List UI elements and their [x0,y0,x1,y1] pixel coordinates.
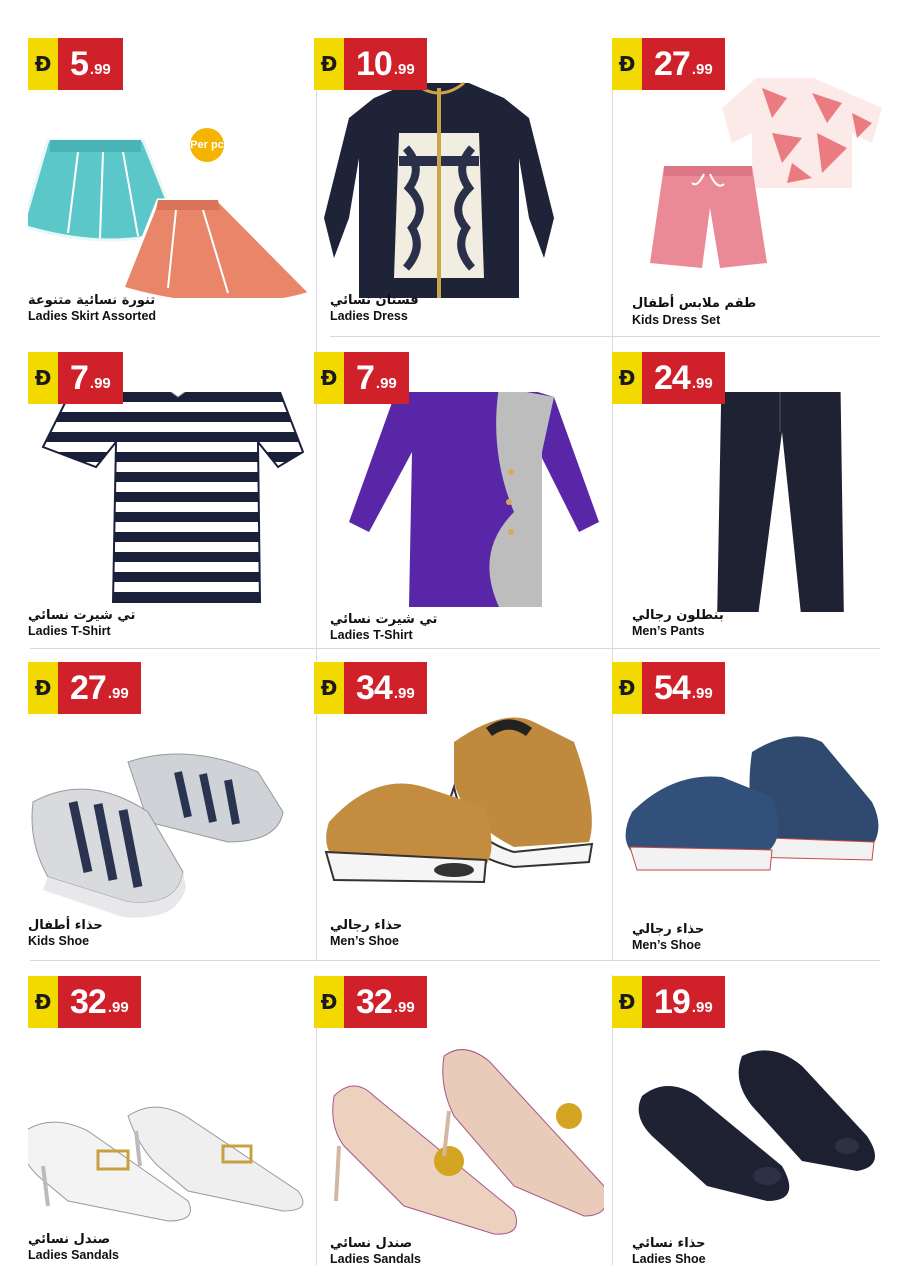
price-tag [314,352,409,404]
ladies-sandals-beige-image [314,1016,604,1236]
price-tag [612,38,725,90]
product-name-arabic: حذاء نسائي [632,1236,706,1251]
price [642,38,725,90]
currency-symbol: Đ [314,662,344,714]
price-tag [28,38,123,90]
kids-dress-set-image [612,78,902,298]
product-card[interactable] [314,352,604,652]
price-decimal: .99 [89,60,111,78]
product-card[interactable] [28,662,318,962]
price-decimal: .99 [89,374,111,392]
price-decimal: .99 [393,60,415,78]
price-tag [612,662,725,714]
price-integer: 27 [70,668,106,707]
product-name-arabic: حذاء رجالي [330,918,403,933]
price-integer: 24 [654,358,690,397]
price [642,976,725,1028]
product-name-arabic: طقم ملابس أطفال [632,296,757,311]
product-name-english: Ladies Shoe [632,1252,706,1266]
price-decimal: .99 [691,684,713,702]
currency-symbol: Đ [28,38,58,90]
product-card[interactable] [28,352,318,652]
product-name-arabic: تي شيرت نسائي [28,608,136,623]
product-name-arabic: فستان نسائي [330,293,419,308]
price-integer: 54 [654,668,690,707]
price-integer: 32 [70,982,106,1021]
product-name-english: Men’s Shoe [330,934,399,948]
price-decimal: .99 [393,684,415,702]
price [58,662,141,714]
price-decimal: .99 [107,684,129,702]
product-name-arabic: صندل نسائي [28,1232,111,1247]
price-tag [28,976,141,1028]
dress-image [314,78,604,298]
price-decimal: .99 [691,374,713,392]
product-name-arabic: صندل نسائي [330,1236,413,1251]
currency-symbol: Đ [28,662,58,714]
product-name-english: Men’s Shoe [632,938,701,952]
product-name-english: Kids Dress Set [632,313,721,327]
ladies-shoe-black-image [612,1016,902,1236]
product-name-english: Ladies Dress [330,309,408,323]
price [344,352,409,404]
product-name-arabic: حذاء رجالي [632,922,705,937]
product-name-english: Ladies Skirt Assorted [28,309,157,323]
price-decimal: .99 [393,998,415,1016]
price-tag [314,38,427,90]
price-decimal: .99 [691,998,713,1016]
currency-symbol: Đ [314,976,344,1028]
price-integer: 34 [356,668,392,707]
mens-shoe-tan-image [314,702,604,922]
price-integer: 7 [70,358,88,397]
price [344,38,427,90]
purple-tshirt-image [314,392,604,612]
product-card[interactable] [314,976,604,1276]
price-tag [612,976,725,1028]
currency-symbol: Đ [612,976,642,1028]
price [58,352,123,404]
per-piece-badge: Per pc [190,128,224,162]
ladies-sandals-white-image [28,1016,318,1236]
product-name-english: Ladies T-Shirt [330,628,413,642]
price [58,38,123,90]
price-decimal: .99 [375,374,397,392]
price-tag [314,976,427,1028]
striped-tshirt-image [28,392,318,612]
price-integer: 10 [356,44,392,83]
price [344,662,427,714]
product-card[interactable] [28,976,318,1276]
currency-symbol: Đ [314,38,344,90]
product-name-arabic: بنطلون رجالي [632,608,724,623]
price-tag [314,662,427,714]
product-name-english: Kids Shoe [28,934,90,948]
currency-symbol: Đ [28,352,58,404]
mens-pants-image [612,392,902,612]
product-card[interactable] [612,352,902,652]
price-decimal: .99 [107,998,129,1016]
product-card[interactable] [612,38,902,338]
price [344,976,427,1028]
product-name-arabic: تنورة نسائية متنوعة [28,293,156,308]
price-tag [28,352,123,404]
product-name-english: Ladies T-Shirt [28,624,111,638]
price [642,352,725,404]
currency-symbol: Đ [612,662,642,714]
product-name-english: Men’s Pants [632,624,705,638]
price [58,976,141,1028]
product-card[interactable] [612,976,902,1276]
skirt-image [28,78,318,298]
price-integer: 7 [356,358,374,397]
product-name-arabic: تي شيرت نسائي [330,612,438,627]
currency-symbol: Đ [28,976,58,1028]
kids-shoe-image [28,702,318,922]
product-card[interactable] [612,662,902,962]
price-tag [28,662,141,714]
price-integer: 5 [70,44,88,83]
currency-symbol: Đ [612,352,642,404]
price [642,662,725,714]
mens-shoe-navy-image [612,702,902,922]
product-name-english: Ladies Sandals [330,1252,422,1266]
product-name-english: Ladies Sandals [28,1248,120,1262]
price-tag [612,352,725,404]
price-integer: 32 [356,982,392,1021]
product-name-arabic: حذاء أطفال [28,918,103,933]
currency-symbol: Đ [314,352,344,404]
currency-symbol: Đ [612,38,642,90]
product-card[interactable] [28,38,318,338]
price-integer: 27 [654,44,690,83]
product-card[interactable] [314,38,604,338]
price-decimal: .99 [691,60,713,78]
price-integer: 19 [654,982,690,1021]
product-card[interactable] [314,662,604,962]
